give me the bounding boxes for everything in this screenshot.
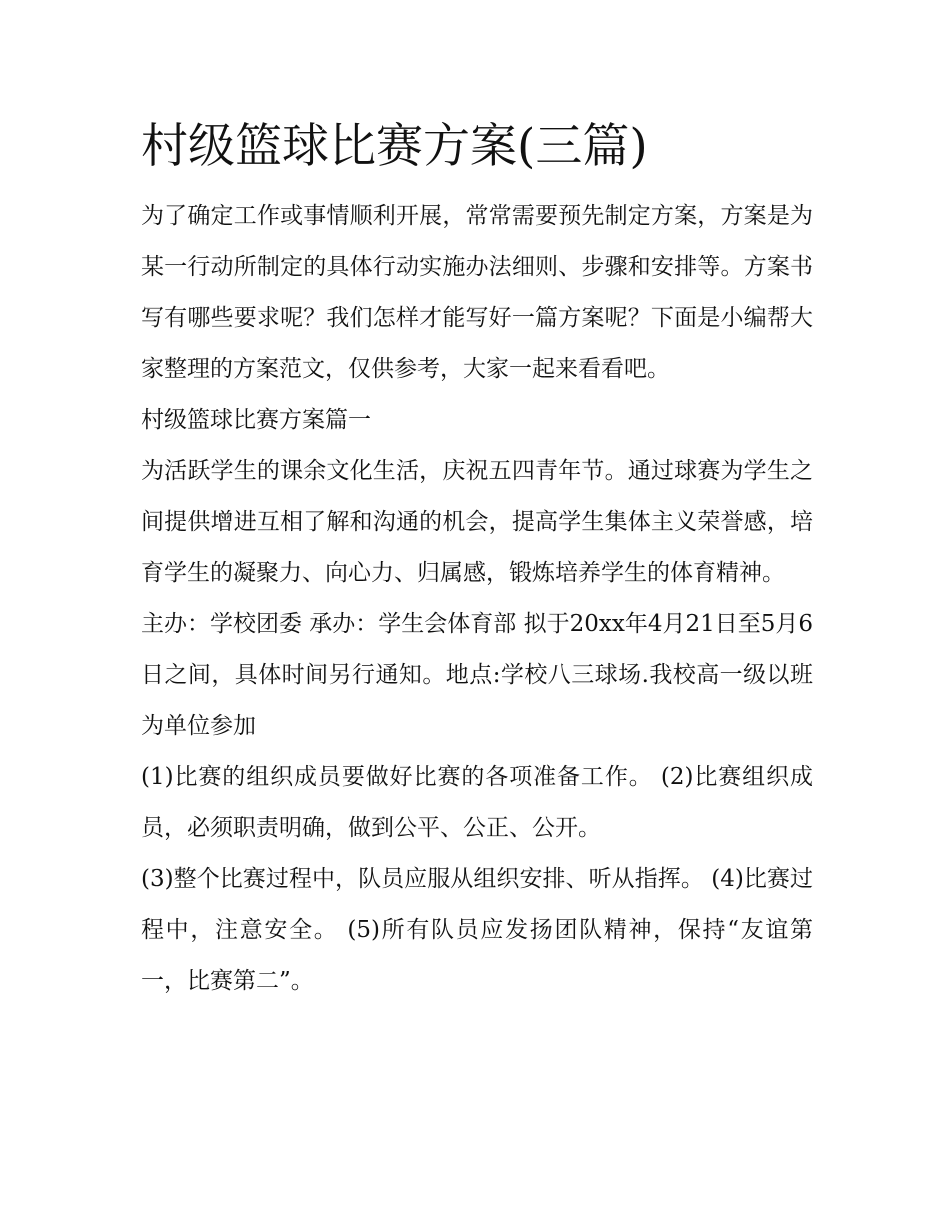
organizer-paragraph: 主办：学校团委 承办：学生会体育部 拟于20xx年4月21日至5月6日之间，具体时间另行通知。地点:学校八三球场.我校高一级以班为单位参加 <box>141 611 813 739</box>
intro-paragraph: 为了确定工作或事情顺利开展，常常需要预先制定方案，方案是为某一行动所制定的具体行动实施办法细则、步骤和安排等。方案书写有哪些要求呢？我们怎样才能写好一篇方案呢？下面是小编帮大家整理的方案范文，仅供参考，大家一起来看看吧。 <box>141 203 813 382</box>
rules-paragraph-2: (3)整个比赛过程中，队员应服从组织安排、听从指挥。 (4)比赛过程中，注意安全。 (5)所有队员应发扬团队精神，保持“友谊第一，比赛第二”。 <box>141 866 813 994</box>
section-heading: 村级篮球比赛方案篇一 <box>141 407 371 433</box>
rules-paragraph-1: (1)比赛的组织成员要做好比赛的各项准备工作。 (2)比赛组织成员，必须职责明确，做到公平、公正、公开。 <box>141 764 813 841</box>
purpose-paragraph: 为活跃学生的课余文化生活，庆祝五四青年节。通过球赛为学生之间提供增进互相了解和沟通的机会，提高学生集体主义荣誉感，培育学生的凝聚力、向心力、归属感，锻炼培养学生的体育精神。 <box>141 458 813 586</box>
document-page <box>141 115 813 1007</box>
document-title: 村级篮球比赛方案(三篇) <box>141 119 648 174</box>
